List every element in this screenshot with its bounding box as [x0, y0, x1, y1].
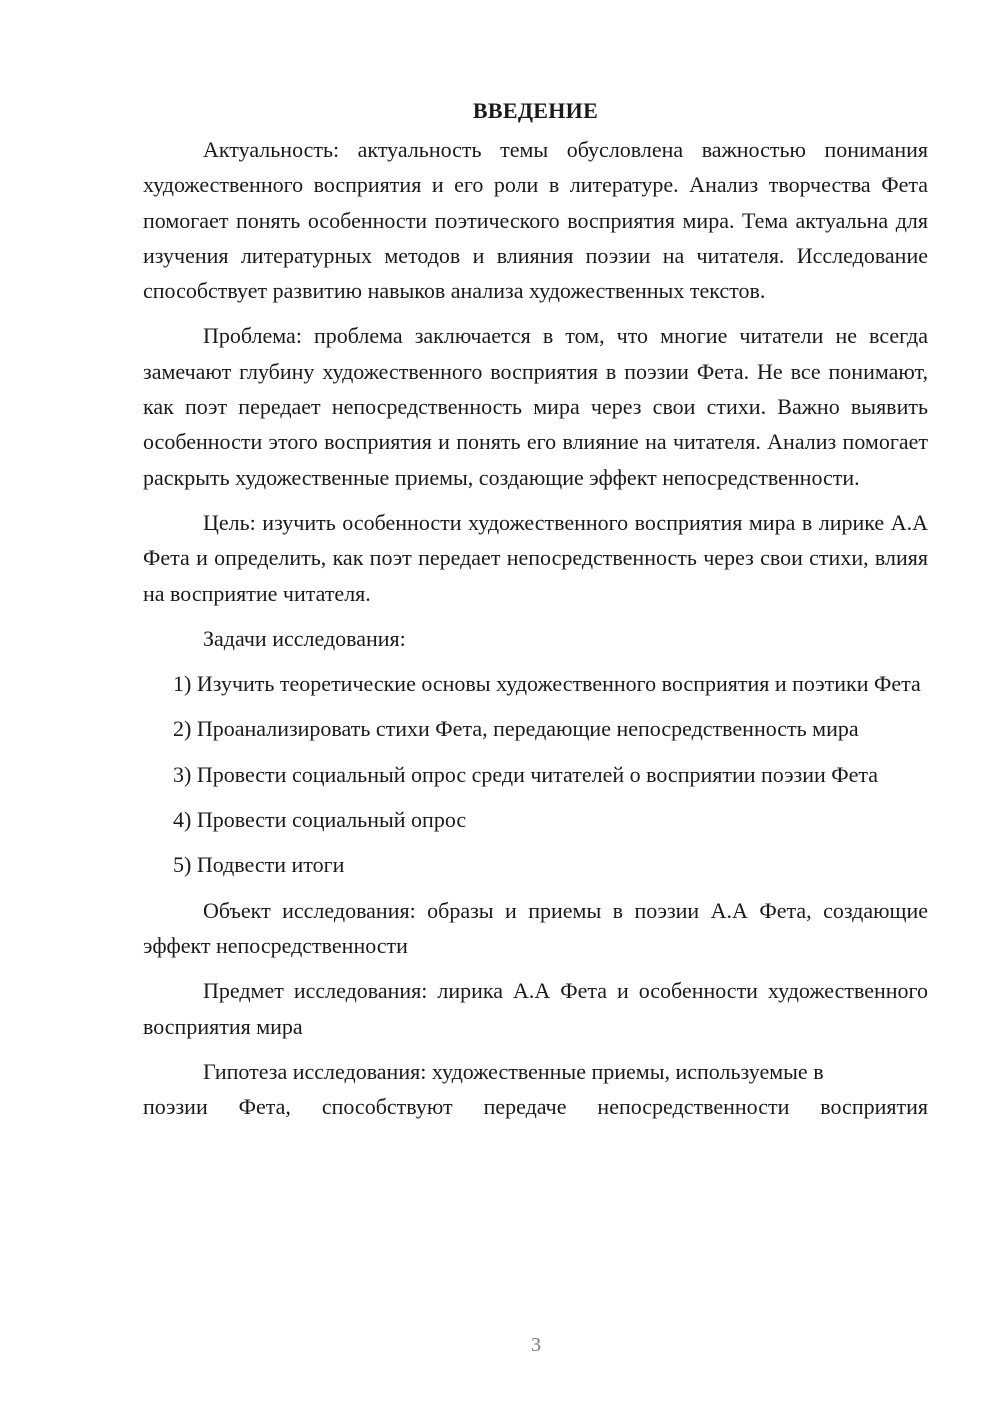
paragraph-hypothesis-line-2: поэзии Фета, способствуют передаче непосредственности восприятия [143, 1094, 928, 1120]
paragraph-hypothesis-line-1: Гипотеза исследования: художественные приемы, используемые в [203, 1058, 824, 1084]
paragraph-goal: Цель: изучить особенности художественного восприятия мира в лирике А.А Фета и определить, как поэт передает непосредственность через свои стихи, влияя на восприятие читателя. [143, 509, 928, 606]
paragraph-object: Объект исследования: образы и приемы в поэзии А.А Фета, создающие эффект непосредственности [143, 897, 928, 958]
task-item-5: 5) Подвести итоги [173, 852, 345, 878]
task-item-1: 1) Изучить теоретические основы художественного восприятия и поэтики Фета [173, 671, 921, 697]
section-heading: ВВЕДЕНИЕ [472, 98, 599, 123]
paragraph-problem: Проблема: проблема заключается в том, что многие читатели не всегда замечают глубину художественного восприятия в поэзии Фета. Не все понимают, как поэт передает непосредственность мира через свои стихи. Важно выявить особенности этого восприятия и понять его влияние на читателя. Анализ помогает раскрыть художественные приемы, создающие эффект непосредственности. [143, 323, 928, 490]
page-number: 3 [531, 1334, 541, 1356]
task-item-4: 4) Провести социальный опрос [173, 807, 467, 833]
task-item-3: 3) Провести социальный опрос среди читателей о восприятии поэзии Фета [173, 761, 879, 787]
paragraph-tasks-title: Задачи исследования: [203, 625, 406, 651]
paragraph-relevance: Актуальность: актуальность темы обусловлена важностью понимания художественного восприятия и его роли в литературе. Анализ творчества Фета помогает понять особенности поэтического восприятия мира. Тема актуальна для изучения литературных методов и влияния поэзии на читателя. Исследование способствует развитию навыков анализа художественных текстов. [143, 137, 928, 304]
task-item-2: 2) Проанализировать стихи Фета, передающие непосредственность мира [173, 716, 859, 742]
paragraph-subject: Предмет исследования: лирика А.А Фета и особенности художественного восприятия мира [143, 978, 928, 1039]
